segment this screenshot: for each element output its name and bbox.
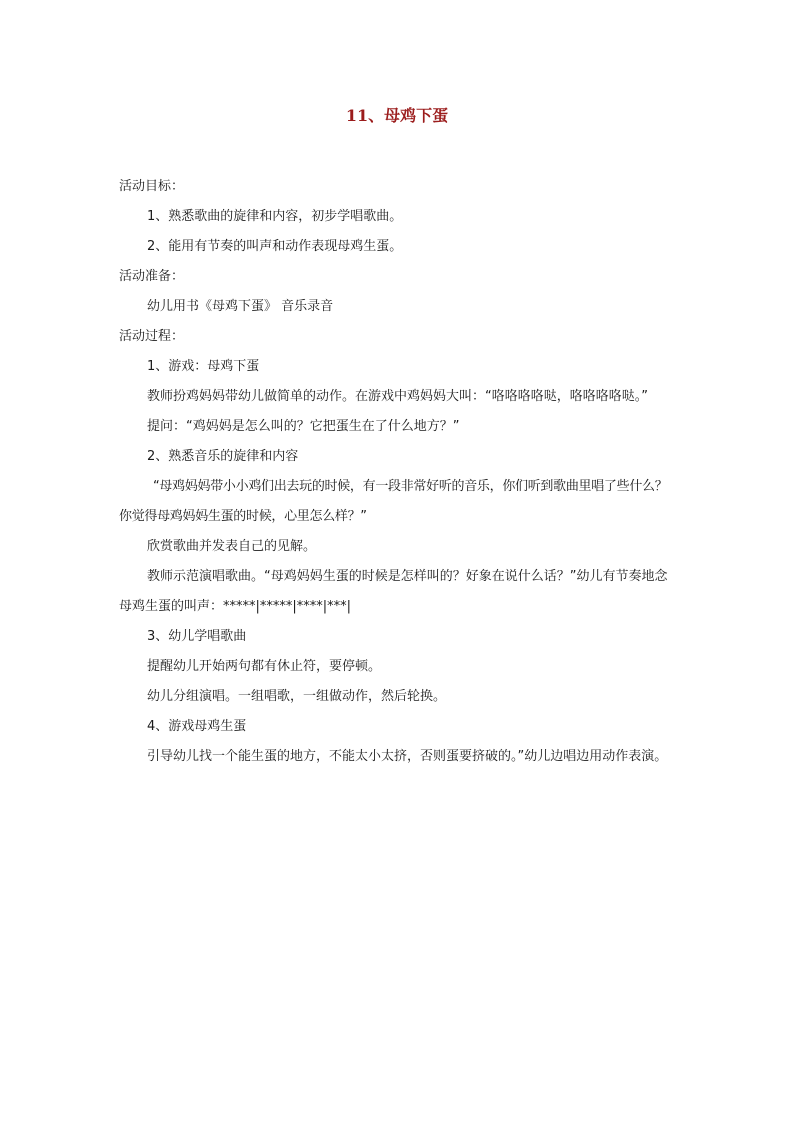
step-2-paragraph-2: 欣赏歌曲并发表自己的见解。	[147, 539, 317, 554]
page-title: 11、母鸡下蛋	[345, 106, 449, 125]
document-body	[119, 172, 677, 772]
step-3-paragraph-1: 提醒幼儿开始两句都有休止符，要停顿。	[147, 659, 382, 674]
goal-item-1: 1、熟悉歌曲的旋律和内容，初步学唱歌曲。	[147, 209, 403, 224]
goals-heading: 活动目标：	[119, 179, 185, 194]
step-2-heading: 2、熟悉音乐的旋律和内容	[147, 449, 299, 464]
prep-text: 幼儿用书《母鸡下蛋》 音乐录音	[147, 299, 334, 314]
goal-item-2: 2、能用有节奏的叫声和动作表现母鸡生蛋。	[147, 239, 403, 254]
step-2-paragraph-1: “母鸡妈妈带小小鸡们出去玩的时候，有一段非常好听的音乐，你们听到歌曲里唱了些什么？你觉得母鸡妈妈生蛋的时候，心里怎么样？”	[119, 479, 668, 524]
process-heading: 活动过程：	[119, 329, 185, 344]
step-1-heading: 1、游戏：母鸡下蛋	[147, 359, 260, 374]
prep-heading: 活动准备：	[119, 269, 185, 284]
step-3-heading: 3、幼儿学唱歌曲	[147, 629, 247, 644]
step-4-paragraph-1: 引导幼儿找一个能生蛋的地方，不能太小太挤，否则蛋要挤破的。”幼儿边唱边用动作表演。	[147, 749, 668, 764]
step-2-paragraph-3: 教师示范演唱歌曲。“母鸡妈妈生蛋的时候是怎样叫的？好象在说什么话？”幼儿有节奏地念母鸡生蛋的叫声：*****|*****|****|***|	[119, 569, 668, 614]
step-3-paragraph-2: 幼儿分组演唱。一组唱歌，一组做动作，然后轮换。	[147, 689, 447, 704]
step-1-paragraph-1: 教师扮鸡妈妈带幼儿做简单的动作。在游戏中鸡妈妈大叫：“咯咯咯咯哒，咯咯咯咯哒。”	[147, 389, 648, 404]
step-4-heading: 4、游戏母鸡生蛋	[147, 719, 247, 734]
step-1-paragraph-2: 提问：“鸡妈妈是怎么叫的？它把蛋生在了什么地方？”	[147, 419, 460, 434]
